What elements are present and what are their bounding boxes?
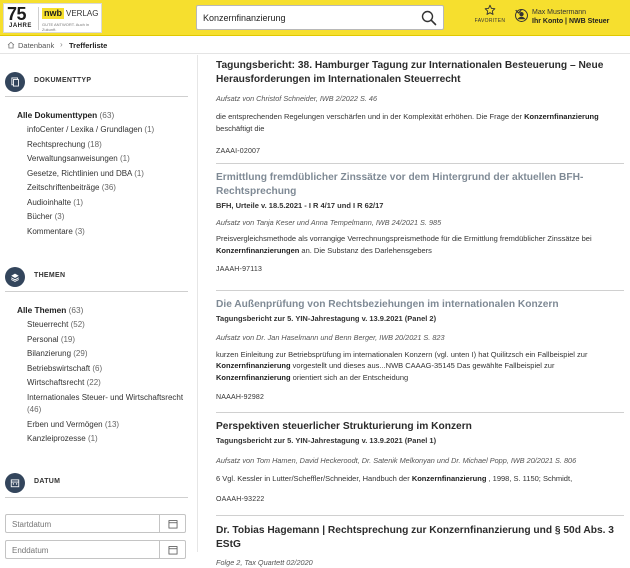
- filter-sidebar: [0, 55, 197, 552]
- favorites-label: FAVORITEN: [474, 18, 506, 24]
- filter-label: Gesetze, Richtlinien und DBA: [27, 168, 132, 178]
- result-divider: [216, 515, 624, 516]
- result-item: [216, 298, 624, 401]
- dokumenttyp-header[interactable]: [5, 72, 190, 96]
- filter-count: (1): [144, 125, 155, 134]
- result-snippet: [216, 473, 624, 485]
- snippet-text: die entsprechenden Regelungen verschärfen und in der Komplexität erhöhen. Die Frage der: [216, 112, 525, 121]
- filter-label: Internationales Steuer- und Wirtschaftsrecht: [27, 392, 184, 402]
- filter-label: Erben und Vermögen: [27, 419, 103, 429]
- filter-gesetze[interactable]: [17, 167, 192, 182]
- calendar-icon: [168, 519, 178, 529]
- filter-count: (3): [54, 212, 65, 221]
- filter-verwaltungsanweisungen[interactable]: [17, 152, 192, 167]
- logo-jahre: JAHRE: [9, 23, 32, 29]
- filter-count: (18): [87, 139, 102, 149]
- filter-label: Bücher: [27, 212, 53, 221]
- section-divider: [5, 291, 188, 292]
- start-date-calendar-button[interactable]: [159, 515, 185, 532]
- star-icon: [484, 4, 496, 16]
- home-icon[interactable]: [7, 41, 15, 49]
- snippet-highlight: Konzernfinanzierungen: [216, 245, 300, 255]
- themen-filter-list: [17, 303, 192, 447]
- result-snippet: [216, 233, 624, 256]
- snippet-highlight: Konzernfinanzierung: [216, 361, 291, 370]
- filter-count: (19): [60, 334, 76, 344]
- filter-count: (63): [99, 110, 115, 120]
- calendar-icon: [5, 473, 25, 493]
- top-header: [0, 0, 630, 36]
- end-date-input[interactable]: [12, 544, 152, 556]
- search-input[interactable]: [203, 10, 415, 26]
- filter-count: (1): [87, 434, 98, 443]
- filter-count: (1): [119, 154, 130, 163]
- breadcrumb-separator-icon: ›: [60, 40, 63, 49]
- filter-count: (46): [27, 404, 42, 414]
- topics-icon: [5, 267, 25, 287]
- result-item: [216, 524, 624, 568]
- result-title[interactable]: Ermittlung fremdüblicher Zinssätze vor dem Hintergrund der aktuellen BFH-Rechtsprechung: [216, 172, 584, 197]
- snippet-text: vorgestellt und dieses aus...NWB CAAAG-35145 Das gewählte Fallbeispiel zur: [290, 361, 555, 370]
- filter-wirtschaftsrecht[interactable]: [17, 376, 192, 391]
- filter-rechtsprechung[interactable]: [17, 138, 192, 153]
- result-meta: Folge 2, Tax Quartett 02/2020: [216, 558, 313, 567]
- result-snippet: [216, 111, 624, 134]
- result-divider: [216, 412, 624, 413]
- breadcrumb-trefferliste: Trefferliste: [69, 41, 108, 50]
- filter-label: Steuerrecht: [27, 320, 69, 329]
- snippet-text: , 1998, S. 1150; Schmidt,: [486, 473, 573, 483]
- sidebar-divider: [197, 55, 198, 552]
- user-name: Max Mustermann: [532, 9, 587, 16]
- document-id: OAAAH-93222: [216, 496, 265, 503]
- filter-label: Personal: [27, 334, 59, 344]
- document-id: ZAAAI-02007: [216, 148, 261, 155]
- filter-count: (36): [101, 183, 116, 192]
- datum-header[interactable]: [5, 473, 190, 497]
- snippet-text: an. Die Substanz des Darlehensgebers: [299, 245, 432, 255]
- favorites-button[interactable]: [472, 4, 508, 32]
- filter-all-dokumenttypen[interactable]: [17, 108, 192, 123]
- end-date-field: [5, 540, 186, 559]
- logo-verlag: VERLAG: [66, 9, 99, 18]
- filter-bilanzierung[interactable]: [17, 347, 192, 362]
- snippet-text: 6 Vgl. Kessler in Lutter/Scheffler/Schneider, Handbuch der: [216, 473, 412, 483]
- result-item: [216, 171, 624, 273]
- filter-audioinhalte[interactable]: [17, 196, 192, 211]
- result-meta: Aufsatz von Tanja Keser und Anna Tempelmann, IWB 24/2021 S. 985: [216, 218, 442, 227]
- filter-count: (6): [92, 363, 103, 373]
- end-date-calendar-button[interactable]: [159, 541, 185, 558]
- datum-title: DATUM: [34, 478, 61, 485]
- filter-all-themen[interactable]: [17, 303, 192, 318]
- snippet-text: beschäftigt die: [216, 123, 265, 133]
- filter-label: Verwaltungsanweisungen: [27, 154, 118, 163]
- document-id: NAAAH-92982: [216, 394, 265, 401]
- dokumenttyp-title: DOKUMENTTYP: [34, 77, 92, 84]
- filter-count: (63): [68, 305, 84, 315]
- snippet-text: Preisvergleichsmethode als vorrangige Verrechnungspreismethode für die Ermittlung fremdüblicher Zinssätze bei: [216, 234, 592, 243]
- filter-count: (52): [70, 320, 85, 329]
- section-divider: [5, 497, 188, 498]
- search-bar: [196, 5, 444, 30]
- result-snippet: [216, 349, 624, 384]
- result-divider: [216, 290, 624, 291]
- result-subtitle: Tagungsbericht zur 5. YIN-Jahrestagung v. 13.9.2021 (Panel 1): [216, 435, 437, 445]
- filter-steuerrecht[interactable]: [17, 318, 192, 333]
- filter-zeitschriftenbeitraege[interactable]: [17, 181, 192, 196]
- filter-label: Alle Dokumenttypen: [17, 110, 98, 120]
- result-meta: Aufsatz von Christof Schneider, IWB 2/2022 S. 46: [216, 94, 378, 103]
- document-type-icon: [5, 72, 25, 92]
- filter-label: Rechtsprechung: [27, 139, 86, 149]
- result-subtitle: Tagungsbericht zur 5. YIN-Jahrestagung v. 13.9.2021 (Panel 2): [216, 313, 437, 323]
- result-title[interactable]: Dr. Tobias Hagemann | Rechtsprechung zur Konzernfinanzierung und § 50d Abs. 3 EStG: [216, 525, 614, 550]
- filter-count: (29): [73, 349, 88, 358]
- result-subtitle: BFH, Urteile v. 18.5.2021 - I R 4/17 und I R 62/17: [216, 201, 384, 210]
- filter-label: Alle Themen: [17, 305, 67, 315]
- result-list: [216, 55, 626, 567]
- snippet-highlight: Konzernfinanzierung: [524, 112, 599, 121]
- filter-label: Bilanzierung: [27, 349, 72, 358]
- logo-divider: [38, 7, 39, 30]
- filter-label: Wirtschaftsrecht: [27, 378, 85, 387]
- result-title[interactable]: Tagungsbericht: 38. Hamburger Tagung zur Internationalen Besteuerung – Neue Herausforderungen im Internationalen Steuerrecht: [216, 60, 604, 85]
- filter-label: Zeitschriftenbeiträge: [27, 183, 100, 192]
- filter-label: Kommentare: [27, 226, 73, 236]
- filter-count: (1): [134, 168, 144, 178]
- themen-header[interactable]: [5, 267, 190, 291]
- result-divider: [216, 163, 624, 164]
- calendar-icon: [168, 545, 178, 555]
- user-menu[interactable]: [515, 7, 630, 31]
- snippet-text: kurzen Einleitung zur Betriebsprüfung im internationalen Konzern (vgl. unten I) hat Quilitzsch ein Fallbeispiel zur: [216, 349, 588, 359]
- search-icon[interactable]: [421, 10, 437, 26]
- filter-internationales-recht[interactable]: [17, 391, 192, 418]
- filter-erben-vermoegen[interactable]: [17, 418, 192, 433]
- filter-label: infoCenter / Lexika / Grundlagen: [27, 125, 143, 134]
- logo-tagline: GUTE ANTWORT. Auch in Zukunft.: [42, 22, 90, 32]
- snippet-highlight: Konzernfinanzierung: [411, 473, 487, 483]
- filter-label: Kanzleiprozesse: [27, 434, 86, 443]
- filter-buecher[interactable]: [17, 210, 192, 225]
- result-item: [216, 420, 624, 503]
- filter-count: (13): [104, 419, 120, 429]
- result-title[interactable]: Die Außenprüfung von Rechtsbeziehungen im internationalen Konzern: [216, 299, 559, 310]
- snippet-text: orientiert sich an der Entscheidung: [290, 372, 409, 382]
- dokumenttyp-filter-list: [17, 108, 192, 239]
- logo-number: 75: [7, 4, 27, 24]
- filter-infocenter[interactable]: [17, 123, 192, 138]
- result-meta: Aufsatz von Tom Hamen, David Heckeroodt, Dr. Satenik Melkonyan und Dr. Michael Popp, IWB 20/2021 S. 806: [216, 455, 577, 465]
- filter-kanzleiprozesse[interactable]: [17, 432, 192, 447]
- snippet-highlight: Konzernfinanzierung: [216, 372, 291, 382]
- filter-count: (1): [73, 197, 84, 207]
- themen-title: THEMEN: [34, 272, 66, 279]
- breadcrumb-datenbank[interactable]: Datenbank: [18, 41, 55, 50]
- chevron-down-icon: [515, 9, 522, 14]
- filter-label: Betriebswirtschaft: [27, 363, 91, 373]
- user-account-label: Ihr Konto | NWB Steuer: [532, 18, 610, 25]
- filter-count: (3): [75, 226, 85, 236]
- start-date-input[interactable]: [12, 518, 152, 530]
- filter-betriebswirtschaft[interactable]: [17, 362, 192, 377]
- breadcrumb: [0, 37, 630, 54]
- logo-brand: nwb: [44, 8, 62, 18]
- result-meta: Aufsatz von Dr. Jan Haselmann und Benn Berger, IWB 20/2021 S. 823: [216, 332, 445, 342]
- result-title[interactable]: Perspektiven steuerlicher Strukturierung im Konzern: [216, 421, 472, 432]
- filter-kommentare[interactable]: [17, 225, 192, 240]
- nwb-logo[interactable]: [3, 3, 102, 33]
- start-date-field: [5, 514, 186, 533]
- filter-count: (22): [86, 378, 101, 387]
- document-id: JAAAH-97113: [216, 266, 263, 273]
- section-divider: [5, 96, 188, 97]
- filter-label: Audioinhalte: [27, 197, 72, 207]
- result-item: [216, 59, 624, 155]
- filter-personal[interactable]: [17, 333, 192, 348]
